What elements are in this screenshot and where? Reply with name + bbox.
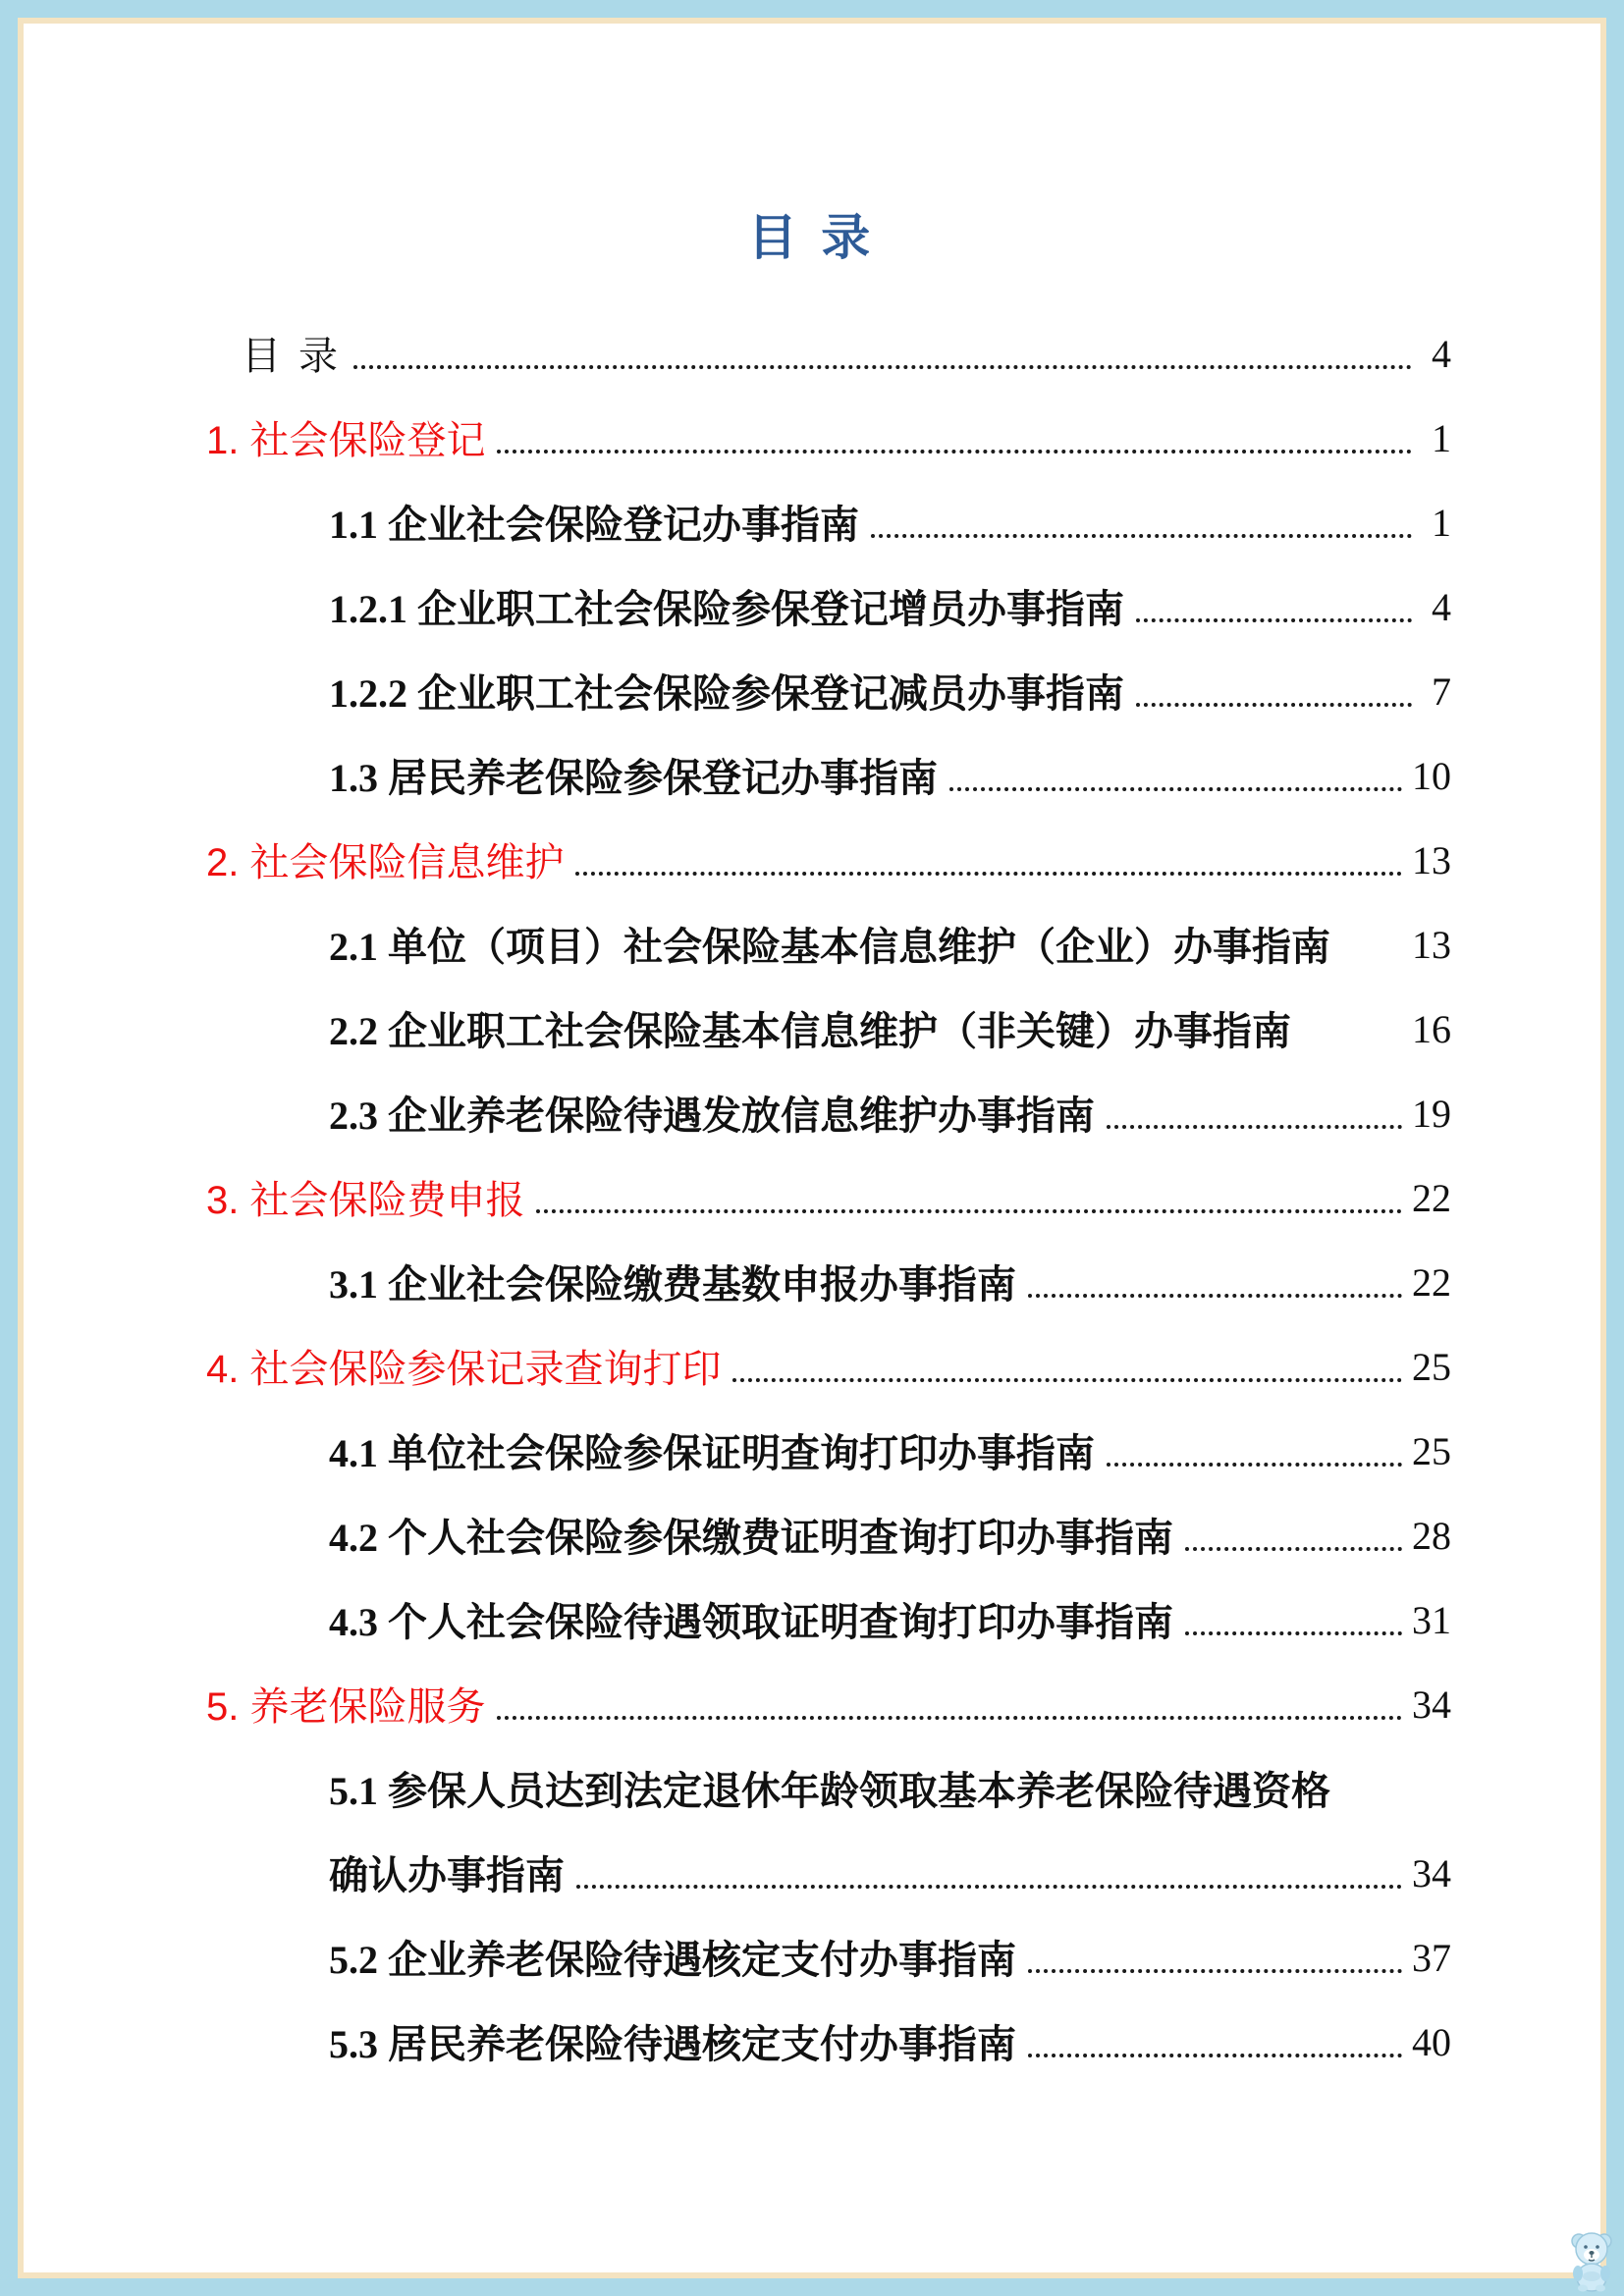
toc-entry — [242, 308, 1451, 393]
toc-entry-page: 34 — [1412, 1682, 1451, 1727]
toc-entry-label: 5.2 企业养老保险待遇核定支付办事指南 — [329, 1938, 1016, 1982]
toc-entry-label: 1.2.1 企业职工社会保险参保登记增员办事指南 — [329, 587, 1124, 631]
toc-entry — [329, 561, 1451, 646]
dot-leader — [1107, 1463, 1402, 1467]
toc-entry — [329, 984, 1451, 1068]
toc-entry — [329, 646, 1451, 730]
toc-entry — [206, 1321, 1451, 1406]
toc-entry — [329, 1828, 1451, 1912]
toc-entry — [206, 1659, 1451, 1743]
toc-entry — [329, 477, 1451, 561]
dot-leader — [497, 1716, 1402, 1720]
page-title: 目 录 — [747, 210, 877, 265]
dot-leader — [1136, 618, 1412, 622]
toc-entry-label: 2.3 企业养老保险待遇发放信息维护办事指南 — [329, 1094, 1095, 1138]
dot-leader — [1028, 2054, 1402, 2057]
toc-entry-page: 10 — [1412, 754, 1451, 798]
toc-entry — [329, 1997, 1451, 2081]
toc-entry — [329, 1490, 1451, 1575]
toc-entry-page: 19 — [1412, 1092, 1451, 1136]
toc-entry — [329, 730, 1451, 815]
toc-entry-page: 13 — [1412, 923, 1451, 967]
toc-entry-label: 3.1 企业社会保险缴费基数申报办事指南 — [329, 1262, 1016, 1307]
toc-entry-label: 目 录 — [242, 334, 342, 378]
dot-leader — [1136, 703, 1412, 707]
toc-entry — [329, 1068, 1451, 1152]
toc-entry-page: 34 — [1412, 1851, 1451, 1896]
toc-entry — [206, 393, 1451, 477]
toc-entry — [329, 1743, 1451, 1828]
dot-leader — [732, 1378, 1402, 1382]
dot-leader — [1185, 1631, 1402, 1635]
toc-entry-label: 1.1 企业社会保险登记办事指南 — [329, 503, 859, 547]
toc-entry-label: 4.1 单位社会保险参保证明查询打印办事指南 — [329, 1431, 1095, 1475]
toc-entry-label: 4. 社会保险参保记录查询打印 — [206, 1348, 722, 1391]
toc-entry-label: 2.2 企业职工社会保险基本信息维护（非关键）办事指南 — [329, 1009, 1291, 1053]
toc-entry — [329, 1575, 1451, 1659]
dot-leader — [871, 534, 1412, 538]
toc-entry-page: 4 — [1432, 585, 1451, 629]
toc-list — [24, 308, 1451, 2081]
teddy-bear-icon — [1565, 2225, 1618, 2292]
toc-entry-page: 7 — [1432, 669, 1451, 714]
toc-entry-page: 22 — [1412, 1260, 1451, 1305]
toc-entry-label: 1.3 居民养老保险参保登记办事指南 — [329, 756, 938, 800]
toc-entry — [329, 1406, 1451, 1490]
toc-entry-label: 5.3 居民养老保险待遇核定支付办事指南 — [329, 2022, 1016, 2066]
dot-leader — [1185, 1547, 1402, 1551]
dot-leader — [949, 787, 1402, 791]
dot-leader — [497, 450, 1412, 454]
toc-entry-page: 25 — [1412, 1429, 1451, 1473]
toc-entry-page: 4 — [1432, 332, 1451, 376]
toc-entry-label: 3. 社会保险费申报 — [206, 1179, 525, 1222]
page-content — [24, 24, 1600, 2272]
dot-leader — [1107, 1125, 1402, 1129]
toc-entry-label: 确认办事指南 — [329, 1853, 565, 1897]
dot-leader — [576, 1885, 1402, 1889]
toc-entry-page: 13 — [1412, 838, 1451, 882]
toc-entry-page: 31 — [1412, 1598, 1451, 1642]
dot-leader — [575, 872, 1402, 876]
toc-entry-label: 4.2 个人社会保险参保缴费证明查询打印办事指南 — [329, 1516, 1173, 1560]
toc-entry-label: 1. 社会保险登记 — [206, 419, 486, 462]
toc-entry-label: 5.1 参保人员达到法定退休年龄领取基本养老保险待遇资格 — [329, 1769, 1330, 1813]
toc-entry-label: 5. 养老保险服务 — [206, 1685, 486, 1729]
toc-entry-label: 4.3 个人社会保险待遇领取证明查询打印办事指南 — [329, 1600, 1173, 1644]
toc-entry-label: 1.2.2 企业职工社会保险参保登记减员办事指南 — [329, 671, 1124, 716]
toc-entry-page: 37 — [1412, 1936, 1451, 1980]
toc-entry — [206, 1152, 1451, 1237]
toc-entry-page: 16 — [1412, 1007, 1451, 1051]
toc-entry — [329, 1912, 1451, 1997]
dot-leader — [1028, 1294, 1402, 1298]
toc-entry-page: 1 — [1432, 501, 1451, 545]
dot-leader — [353, 365, 1412, 369]
toc-entry — [329, 1237, 1451, 1321]
toc-entry-page: 22 — [1412, 1176, 1451, 1220]
toc-entry — [206, 815, 1451, 899]
page-border — [18, 18, 1606, 2278]
toc-entry-label: 2. 社会保险信息维护 — [206, 841, 565, 884]
toc-entry-page: 40 — [1412, 2020, 1451, 2064]
toc-entry-page: 28 — [1412, 1514, 1451, 1558]
dot-leader — [1028, 1969, 1402, 1973]
toc-entry-label: 2.1 单位（项目）社会保险基本信息维护（企业）办事指南 — [329, 925, 1330, 969]
dot-leader — [536, 1209, 1402, 1213]
toc-entry-page: 25 — [1412, 1345, 1451, 1389]
toc-entry — [329, 899, 1451, 984]
toc-entry-page: 1 — [1432, 416, 1451, 460]
